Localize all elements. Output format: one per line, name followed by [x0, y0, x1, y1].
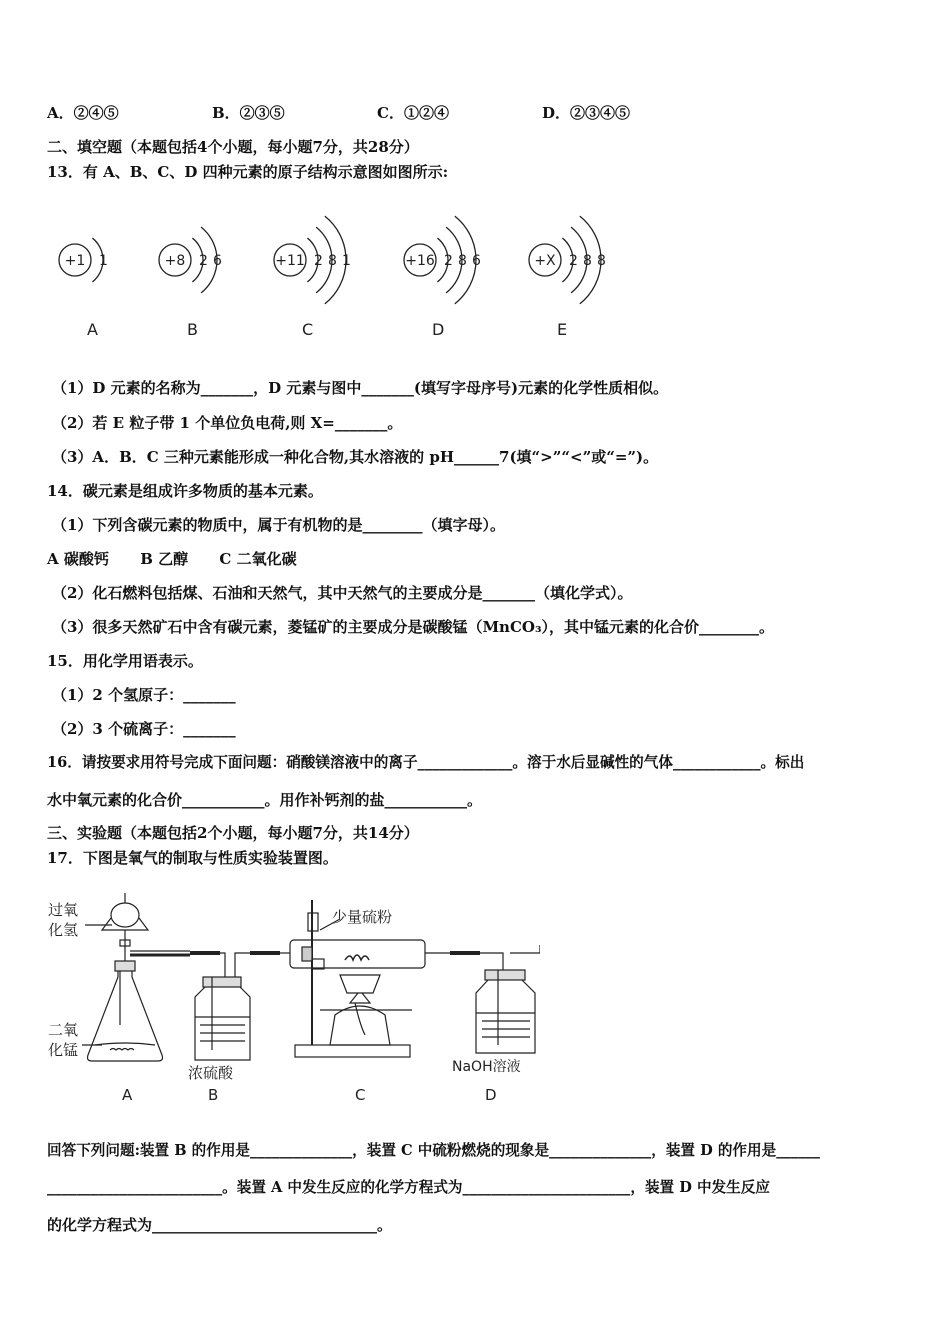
label-naoh: NaOH溶液 — [452, 1059, 521, 1075]
q15-sub1: （1）2 个氢原子：_______ — [52, 686, 236, 704]
q13-sub2: （2）若 E 粒子带 1 个单位负电荷,则 X=_______。 — [52, 414, 403, 432]
label-mno2-1: 二氧 — [48, 1021, 79, 1039]
label-h2o2-1: 过氧 — [48, 901, 79, 919]
electron-count: 8 — [458, 253, 467, 269]
option-b: B．②③⑤ — [212, 104, 285, 122]
q15-stem: 15．用化学用语表示。 — [47, 652, 203, 670]
q14-sub2: （2）化石燃料包括煤、石油和天然气，其中天然气的主要成分是_______（填化学式）。 — [52, 584, 633, 602]
q14-sub1: （1）下列含碳元素的物质中，属于有机物的是________（填字母）。 — [52, 516, 505, 534]
apparatus-label-c: C — [355, 1086, 366, 1104]
nucleus-charge-c: +11 — [275, 253, 305, 269]
atom-label-a: A — [87, 320, 98, 339]
option-c: C．①②④ — [377, 104, 449, 122]
electron-count: 6 — [213, 253, 222, 269]
electron-count: 2 — [569, 253, 578, 269]
electron-count: 1 — [99, 253, 108, 269]
label-mno2-2: 化锰 — [48, 1041, 79, 1059]
q14-sub3: （3）很多天然矿石中含有碳元素，菱锰矿的主要成分是碳酸锰（MnCO₃），其中锰元素的化合价________。 — [52, 618, 775, 636]
electron-count: 2 — [444, 253, 453, 269]
atom-diagrams — [40, 195, 660, 345]
atom-label-e: E — [557, 320, 568, 339]
option-d: D．②③④⑤ — [542, 104, 631, 122]
q14-choices: A 碳酸钙 B 乙醇 C 二氧化碳 — [47, 550, 297, 568]
section3-title: 三、实验题（本题包括2个小题，每小题7分，共14分） — [47, 824, 419, 842]
nucleus-charge-e: +X — [534, 253, 556, 269]
q17-ans3: 的化学方程式为______________________________。 — [47, 1216, 393, 1234]
apparatus-label-b: B — [208, 1086, 219, 1104]
electron-count: 6 — [472, 253, 481, 269]
q16-line1: 16．请按要求用符号完成下面问题：硝酸镁溶液中的离子_____________。溶于水后显碱性的气体____________。标出 — [47, 754, 805, 771]
oxygen-apparatus-figure — [40, 885, 540, 1115]
electron-count: 8 — [328, 253, 337, 269]
atom-label-c: C — [302, 320, 314, 339]
q14-stem: 14．碳元素是组成许多物质的基本元素。 — [47, 482, 323, 500]
apparatus-label-a: A — [122, 1086, 133, 1104]
q16-line2: 水中氧元素的化合价___________。用作补钙剂的盐___________。 — [47, 791, 483, 809]
q15-sub2: （2）3 个硫离子：_______ — [52, 720, 236, 738]
label-h2o2-2: 化氢 — [48, 921, 79, 939]
electron-count: 2 — [199, 253, 208, 269]
label-sulfur: 少量硫粉 — [332, 908, 393, 926]
label-acid: 浓硫酸 — [188, 1064, 234, 1082]
atom-label-b: B — [187, 320, 198, 339]
section2-title: 二、填空题（本题包括4个小题，每小题7分，共28分） — [47, 138, 419, 156]
electron-count: 8 — [583, 253, 592, 269]
nucleus-charge-b: +8 — [164, 253, 186, 269]
q17-stem: 17．下图是氧气的制取与性质实验装置图。 — [47, 849, 338, 867]
nucleus-charge-d: +16 — [405, 253, 435, 269]
electron-count: 8 — [597, 253, 606, 269]
atom-label-d: D — [432, 320, 445, 339]
q17-ans2: ________________________。装置 A 中发生反应的化学方程式为_______________________，装置 D 中发生反应 — [47, 1179, 770, 1196]
q17-ans1: 回答下列问题:装置 B 的作用是______________，装置 C 中硫粉燃烧的现象是______________，装置 D 的作用是______ — [47, 1142, 820, 1159]
option-a: A．②④⑤ — [47, 104, 119, 122]
electron-count: 1 — [342, 253, 351, 269]
q13-stem: 13．有 A、B、C、D 四种元素的原子结构示意图如图所示: — [47, 163, 449, 181]
q13-sub3: （3）A．B．C 三种元素能形成一种化合物,其水溶液的 pH______7(填“>”“<”或“=”)。 — [52, 448, 659, 466]
electron-count: 2 — [314, 253, 323, 269]
q13-sub1: （1）D 元素的名称为_______，D 元素与图中_______(填写字母序号)元素的化学性质相似。 — [52, 379, 669, 397]
apparatus-label-d: D — [485, 1086, 497, 1104]
nucleus-charge-a: +1 — [64, 253, 86, 269]
